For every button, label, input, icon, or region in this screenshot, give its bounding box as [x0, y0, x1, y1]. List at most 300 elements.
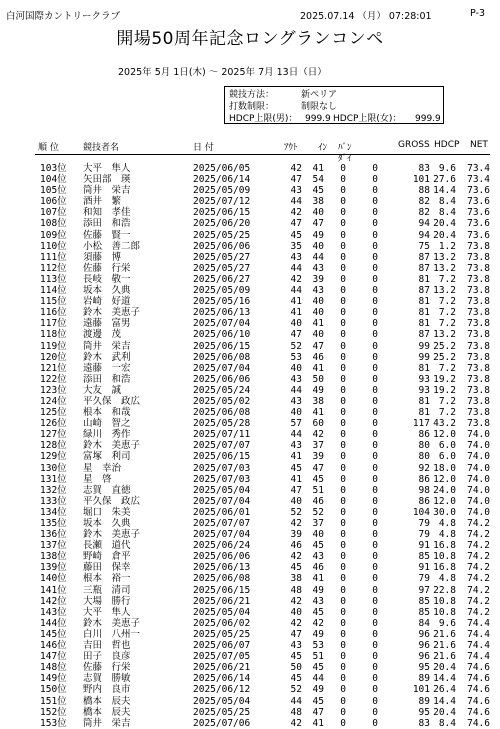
cell-date: 2025/07/03 [193, 462, 251, 474]
cell-name: 筒井 栄吉 [83, 185, 131, 197]
cell-net: 74.2 [467, 595, 490, 607]
limit-label: 打数制限： [229, 102, 275, 112]
cell-in: 49 [312, 384, 324, 396]
cell-in: 38 [312, 196, 324, 208]
cell-name: 大場 勝行 [83, 595, 131, 607]
cell-p: 0 [340, 584, 346, 596]
cell-d: 0 [372, 384, 378, 396]
cell-out: 42 [290, 518, 302, 529]
cell-name: 堀口 朱美 [83, 506, 131, 518]
cell-out: 39 [290, 529, 302, 541]
cell-hdcp: 7.2 [438, 296, 456, 308]
cell-hdcp: 21.6 [433, 628, 456, 640]
club-name: 白河国際カントリークラブ [6, 11, 121, 22]
col-birdie: ﾊﾞﾝ [338, 143, 352, 153]
cell-name: 矢田部 瑛 [83, 174, 131, 186]
cell-net: 73.8 [467, 340, 490, 352]
cell-date: 2025/06/15 [193, 340, 251, 352]
cell-d: 0 [372, 518, 378, 529]
cell-in: 49 [312, 229, 324, 241]
cell-gross: 83 [418, 163, 430, 174]
cell-gross: 117 [412, 418, 430, 430]
cell-p: 0 [340, 628, 346, 640]
cell-in: 40 [312, 307, 324, 319]
cell-p: 0 [340, 229, 346, 241]
cell-d: 0 [372, 451, 378, 463]
cell-p: 0 [340, 251, 346, 263]
cell-net: 73.8 [467, 362, 490, 374]
cell-net: 74.6 [467, 684, 490, 696]
cell-net: 73.6 [467, 185, 490, 197]
cell-rank: 150位 [40, 684, 67, 696]
cell-in: 41 [312, 318, 324, 330]
cell-gross: 97 [418, 584, 430, 596]
cell-hdcp: 14.4 [433, 695, 456, 707]
cell-p: 0 [340, 551, 346, 563]
table-row [0, 207, 500, 218]
cell-rank: 147位 [40, 651, 67, 663]
cell-hdcp: 12.0 [433, 495, 456, 507]
table-row [0, 474, 500, 485]
cell-out: 44 [290, 196, 302, 208]
cell-in: 43 [312, 285, 324, 297]
cell-gross: 81 [418, 307, 430, 319]
cell-net: 74.6 [467, 662, 490, 674]
cell-d: 0 [372, 307, 378, 319]
cell-rank: 146位 [40, 640, 67, 652]
cell-p: 0 [340, 196, 346, 208]
table-row [0, 518, 500, 529]
cell-p: 0 [340, 296, 346, 308]
table-row [0, 485, 500, 496]
cell-name: 遠藤 一宏 [83, 362, 131, 374]
cell-out: 44 [290, 262, 302, 274]
cell-gross: 79 [418, 518, 430, 529]
cell-d: 0 [372, 573, 378, 585]
cell-gross: 80 [418, 451, 430, 463]
cell-in: 41 [312, 717, 324, 729]
cell-out: 35 [290, 240, 302, 252]
table-row [0, 241, 500, 252]
cell-gross: 85 [418, 551, 430, 563]
cell-hdcp: 8.4 [438, 196, 456, 208]
cell-gross: 93 [418, 373, 430, 385]
cell-in: 52 [312, 506, 324, 518]
cell-hdcp: 7.2 [438, 318, 456, 330]
cell-net: 73.8 [467, 318, 490, 330]
cell-hdcp: 9.6 [438, 163, 456, 174]
cell-d: 0 [372, 473, 378, 485]
cell-hdcp: 30.0 [433, 506, 456, 518]
cell-date: 2025/07/07 [193, 518, 251, 529]
cell-p: 0 [340, 606, 346, 618]
table-row [0, 163, 500, 174]
cell-out: 40 [290, 407, 302, 419]
cell-p: 0 [340, 218, 346, 230]
cell-p: 0 [340, 307, 346, 319]
cell-hdcp: 21.6 [433, 651, 456, 663]
cell-d: 0 [372, 251, 378, 263]
cell-name: 野内 良市 [83, 684, 131, 696]
cell-hdcp: 25.2 [433, 340, 456, 352]
cell-rank: 149位 [40, 673, 67, 685]
cell-d: 0 [372, 495, 378, 507]
table-row [0, 651, 500, 662]
cell-p: 0 [340, 407, 346, 419]
cell-gross: 84 [418, 617, 430, 629]
cell-rank: 109位 [40, 229, 67, 241]
cell-date: 2025/07/04 [193, 318, 251, 330]
cell-gross: 92 [418, 462, 430, 474]
cell-rank: 137位 [40, 540, 67, 552]
col-name: 競技者名 [83, 143, 120, 153]
cell-gross: 99 [418, 340, 430, 352]
cell-out: 52 [290, 684, 302, 696]
cell-date: 2025/05/09 [193, 185, 251, 197]
cell-p: 0 [340, 285, 346, 297]
cell-d: 0 [372, 717, 378, 729]
table-row [0, 296, 500, 307]
cell-d: 0 [372, 540, 378, 552]
hdcp-female-label: HDCP上限(女)： [333, 114, 402, 124]
cell-name: 須藤 博 [83, 251, 122, 263]
cell-p: 0 [340, 440, 346, 452]
cell-p: 0 [340, 484, 346, 496]
cell-d: 0 [372, 273, 378, 285]
cell-rank: 120位 [40, 351, 67, 363]
cell-name: 小松 善二郎 [83, 240, 141, 252]
cell-rank: 105位 [40, 185, 67, 197]
cell-hdcp: 22.8 [433, 584, 456, 596]
cell-gross: 93 [418, 384, 430, 396]
cell-out: 48 [290, 584, 302, 596]
col-rank: 順 位 [38, 143, 59, 153]
cell-gross: 86 [418, 429, 430, 441]
cell-name: 渡邊 茂 [83, 329, 122, 341]
table-row [0, 318, 500, 329]
col-hdcp: HDCP [434, 140, 460, 150]
cell-d: 0 [372, 229, 378, 241]
cell-date: 2025/07/12 [193, 196, 251, 208]
cell-name: 佐藤 行栄 [83, 662, 131, 674]
cell-hdcp: 14.4 [433, 185, 456, 197]
table-row [0, 573, 500, 584]
table-row [0, 185, 500, 196]
cell-name: 星 幸治 [83, 462, 122, 474]
cell-net: 74.0 [467, 429, 490, 441]
cell-name: 遠藤 富男 [83, 318, 131, 330]
cell-out: 52 [290, 340, 302, 352]
cell-hdcp: 12.0 [433, 429, 456, 441]
cell-p: 0 [340, 495, 346, 507]
table-row [0, 407, 500, 418]
cell-out: 48 [290, 706, 302, 718]
cell-in: 41 [312, 362, 324, 374]
cell-gross: 94 [418, 229, 430, 241]
cell-date: 2025/06/06 [193, 551, 251, 563]
cell-out: 45 [290, 651, 302, 663]
cell-rank: 126位 [40, 418, 67, 430]
cell-hdcp: 7.2 [438, 407, 456, 419]
period-to-month: 7月 [258, 67, 274, 78]
cell-rank: 143位 [40, 606, 67, 618]
cell-in: 45 [312, 695, 324, 707]
cell-date: 2025/06/01 [193, 506, 251, 518]
cell-name: 和知 孝佳 [83, 207, 131, 219]
cell-p: 0 [340, 595, 346, 607]
cell-name: 山崎 智之 [83, 418, 131, 430]
table-row [0, 596, 500, 607]
table-row [0, 585, 500, 596]
cell-d: 0 [372, 628, 378, 640]
cell-d: 0 [372, 296, 378, 308]
cell-d: 0 [372, 373, 378, 385]
cell-name: 大平 隼人 [83, 163, 131, 174]
cell-name: 筒井 栄吉 [83, 717, 131, 729]
cell-net: 74.6 [467, 695, 490, 707]
cell-out: 43 [290, 640, 302, 652]
table-row [0, 607, 500, 618]
table-row [0, 451, 500, 462]
cell-rank: 118位 [40, 329, 67, 341]
cell-date: 2025/05/04 [193, 695, 251, 707]
cell-date: 2025/06/27 [193, 273, 251, 285]
cell-in: 50 [312, 373, 324, 385]
cell-rank: 124位 [40, 395, 67, 407]
cell-net: 74.2 [467, 518, 490, 529]
conditions-box [224, 86, 444, 124]
cell-date: 2025/06/07 [193, 640, 251, 652]
cell-date: 2025/05/25 [193, 628, 251, 640]
cell-hdcp: 8.4 [438, 717, 456, 729]
cell-in: 49 [312, 684, 324, 696]
cell-net: 73.8 [467, 251, 490, 263]
cell-d: 0 [372, 163, 378, 174]
cell-out: 53 [290, 351, 302, 363]
cell-date: 2025/05/27 [193, 262, 251, 274]
cell-p: 0 [340, 540, 346, 552]
cell-gross: 94 [418, 218, 430, 230]
cell-d: 0 [372, 484, 378, 496]
hdcp-male-value: 999.9 [305, 114, 331, 124]
cell-rank: 121位 [40, 362, 67, 374]
cell-out: 44 [290, 429, 302, 441]
table-row [0, 429, 500, 440]
cell-name: 佐藤 賢一 [83, 229, 131, 241]
cell-gross: 96 [418, 640, 430, 652]
cell-gross: 87 [418, 251, 430, 263]
table-row [0, 196, 500, 207]
cell-p: 0 [340, 695, 346, 707]
cell-gross: 87 [418, 329, 430, 341]
cell-out: 45 [290, 562, 302, 574]
cell-gross: 96 [418, 651, 430, 663]
cell-out: 47 [290, 218, 302, 230]
cell-date: 2025/07/11 [193, 429, 251, 441]
cell-rank: 130位 [40, 462, 67, 474]
cell-gross: 81 [418, 296, 430, 308]
table-row [0, 618, 500, 629]
cell-d: 0 [372, 706, 378, 718]
table-row [0, 307, 500, 318]
cell-in: 49 [312, 584, 324, 596]
period-from-day: 1日(木) [173, 67, 206, 78]
table-row [0, 285, 500, 296]
cell-in: 47 [312, 462, 324, 474]
cell-date: 2025/07/07 [193, 440, 251, 452]
cell-hdcp: 10.8 [433, 551, 456, 563]
cell-hdcp: 7.2 [438, 395, 456, 407]
cell-p: 0 [340, 684, 346, 696]
cell-in: 41 [312, 163, 324, 174]
cell-gross: 82 [418, 196, 430, 208]
cell-net: 74.6 [467, 706, 490, 718]
cell-rank: 117位 [40, 318, 67, 330]
cell-name: 添田 和浩 [83, 373, 131, 385]
cell-out: 45 [290, 229, 302, 241]
cell-d: 0 [372, 617, 378, 629]
cell-in: 53 [312, 640, 324, 652]
cell-hdcp: 14.4 [433, 673, 456, 685]
cell-gross: 95 [418, 706, 430, 718]
cell-d: 0 [372, 340, 378, 352]
cell-rank: 112位 [40, 262, 67, 274]
cell-net: 74.2 [467, 540, 490, 552]
cell-gross: 81 [418, 395, 430, 407]
cell-net: 74.0 [467, 484, 490, 496]
cell-in: 40 [312, 207, 324, 219]
cell-name: 田子 良彦 [83, 651, 131, 663]
cell-rank: 122位 [40, 373, 67, 385]
cell-date: 2025/05/25 [193, 706, 251, 718]
cell-date: 2025/06/13 [193, 562, 251, 574]
col-gross: GROSS [398, 140, 430, 150]
cell-net: 73.8 [467, 273, 490, 285]
cell-p: 0 [340, 651, 346, 663]
cell-date: 2025/05/25 [193, 229, 251, 241]
print-timestamp: 2025.07.14 （月） 07:28:01 [300, 11, 432, 22]
cell-date: 2025/06/21 [193, 662, 251, 674]
table-row [0, 662, 500, 673]
cell-out: 44 [290, 695, 302, 707]
cell-date: 2025/05/16 [193, 296, 251, 308]
cell-hdcp: 21.6 [433, 640, 456, 652]
cell-d: 0 [372, 207, 378, 219]
table-row [0, 673, 500, 684]
cell-d: 0 [372, 506, 378, 518]
cell-out: 47 [290, 484, 302, 496]
cell-date: 2025/06/15 [193, 207, 251, 219]
cell-rank: 136位 [40, 529, 67, 541]
cell-rank: 140位 [40, 573, 67, 585]
cell-d: 0 [372, 584, 378, 596]
cell-name: 志賀 勝敏 [83, 673, 131, 685]
cell-name: 三瓶 清司 [83, 584, 131, 596]
cell-net: 73.8 [467, 307, 490, 319]
cell-rank: 123位 [40, 384, 67, 396]
cell-date: 2025/06/20 [193, 218, 251, 230]
cell-out: 42 [290, 551, 302, 563]
cell-date: 2025/05/28 [193, 418, 251, 430]
cell-hdcp: 4.8 [438, 573, 456, 585]
cell-date: 2025/05/27 [193, 251, 251, 263]
table-row [0, 230, 500, 241]
table-row [0, 329, 500, 340]
period-from-year: 2025年 [118, 67, 152, 78]
cell-date: 2025/05/09 [193, 285, 251, 297]
cell-hdcp: 13.2 [433, 329, 456, 341]
cell-date: 2025/06/15 [193, 451, 251, 463]
cell-p: 0 [340, 473, 346, 485]
cell-rank: 148位 [40, 662, 67, 674]
cell-gross: 86 [418, 495, 430, 507]
cell-p: 0 [340, 362, 346, 374]
cell-gross: 91 [418, 540, 430, 552]
table-row [0, 496, 500, 507]
cell-d: 0 [372, 351, 378, 363]
cell-p: 0 [340, 174, 346, 186]
cell-out: 47 [290, 174, 302, 186]
cell-name: 鈴木 美恵子 [83, 617, 141, 629]
cell-in: 39 [312, 273, 324, 285]
cell-in: 43 [312, 262, 324, 274]
cell-net: 73.4 [467, 174, 490, 186]
cell-net: 74.2 [467, 551, 490, 563]
cell-hdcp: 19.2 [433, 384, 456, 396]
cell-gross: 85 [418, 606, 430, 618]
competition-title: 開場50周年記念ロングランコンペ [116, 29, 384, 49]
cell-out: 42 [290, 617, 302, 629]
table-row [0, 418, 500, 429]
cell-in: 54 [312, 174, 324, 186]
cell-out: 44 [290, 285, 302, 297]
cell-gross: 87 [418, 285, 430, 297]
cell-gross: 88 [418, 185, 430, 197]
cell-net: 74.4 [467, 617, 490, 629]
cell-in: 47 [312, 706, 324, 718]
cell-rank: 103位 [40, 163, 67, 174]
cell-p: 0 [340, 529, 346, 541]
cell-out: 47 [290, 628, 302, 640]
cell-date: 2025/06/21 [193, 595, 251, 607]
cell-in: 45 [312, 662, 324, 674]
cell-out: 43 [290, 440, 302, 452]
cell-name: 志賀 直徳 [83, 484, 131, 496]
cell-in: 40 [312, 296, 324, 308]
cell-hdcp: 20.4 [433, 218, 456, 230]
cell-name: 橋本 辰夫 [83, 706, 131, 718]
cell-gross: 98 [418, 484, 430, 496]
cell-gross: 75 [418, 240, 430, 252]
table-row [0, 174, 500, 185]
cell-out: 42 [290, 273, 302, 285]
cell-d: 0 [372, 462, 378, 474]
cell-in: 47 [312, 340, 324, 352]
cell-rank: 139位 [40, 562, 67, 574]
cell-net: 74.2 [467, 562, 490, 574]
table-row [0, 562, 500, 573]
cell-net: 73.8 [467, 329, 490, 341]
cell-name: 坂本 久典 [83, 285, 131, 297]
cell-gross: 89 [418, 673, 430, 685]
cell-name: 緑川 秀作 [83, 429, 131, 441]
cell-in: 45 [312, 606, 324, 618]
cell-gross: 79 [418, 573, 430, 585]
cell-rank: 131位 [40, 473, 67, 485]
table-row [0, 341, 500, 352]
cell-name: 富塚 利司 [83, 451, 131, 463]
cell-net: 74.0 [467, 451, 490, 463]
